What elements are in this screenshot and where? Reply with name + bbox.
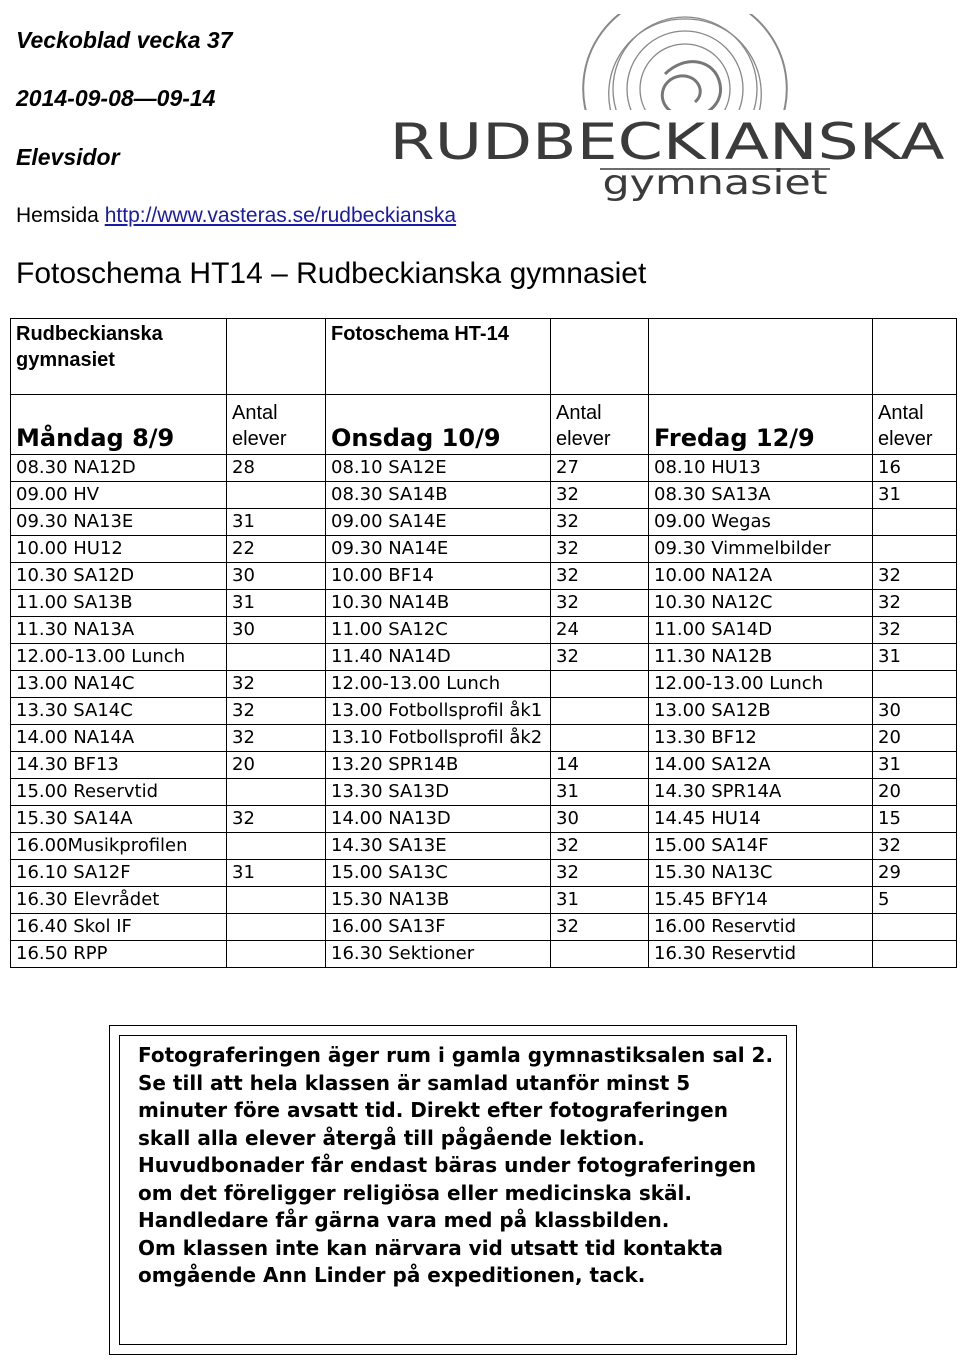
notice-paragraph: Om klassen inte kan närvara vid utsatt tid kontakta omgående Ann Linder på expeditionen, tack. [138, 1235, 723, 1287]
slot-cell: 16.00 SA13F [326, 914, 551, 941]
slot-cell: 11.30 NA13A [11, 617, 227, 644]
slot-cell: 14.00 NA14A [11, 725, 227, 752]
day-header: Fredag 12/9 [649, 395, 873, 455]
count-cell [227, 887, 326, 914]
slot-cell: 09.30 Vimmelbilder [649, 536, 873, 563]
slot-cell: 10.30 NA12C [649, 590, 873, 617]
count-cell: 14 [551, 752, 649, 779]
week-title: Veckoblad vecka 37 [16, 27, 233, 53]
count-cell: 24 [551, 617, 649, 644]
slot-cell: 13.30 SA14C [11, 698, 227, 725]
table-row [11, 752, 957, 779]
week-dates: 2014-09-08—09-14 [16, 85, 216, 111]
count-cell: 31 [227, 860, 326, 887]
slot-cell: 11.30 NA12B [649, 644, 873, 671]
count-cell [227, 941, 326, 968]
count-cell: 32 [227, 725, 326, 752]
slot-cell: 09.30 NA13E [11, 509, 227, 536]
table-row [11, 671, 957, 698]
slot-cell: 10.30 SA12D [11, 563, 227, 590]
section-label: Elevsidor [16, 144, 120, 170]
homepage-label: Hemsida [16, 204, 99, 227]
slot-cell: 14.30 SA13E [326, 833, 551, 860]
count-cell: 32 [227, 806, 326, 833]
slot-cell: 08.30 SA13A [649, 482, 873, 509]
slot-cell: 09.30 NA14E [326, 536, 551, 563]
table-row [11, 455, 957, 482]
table-row [11, 509, 957, 536]
notice-box [109, 1025, 797, 1355]
count-cell: 30 [227, 563, 326, 590]
schedule-name-cell: Fotoschema HT-14 [326, 319, 551, 395]
slot-cell: 13.00 SA12B [649, 698, 873, 725]
school-logo [385, 14, 950, 204]
count-cell: 20 [227, 752, 326, 779]
homepage-line [16, 202, 456, 230]
count-cell [551, 698, 649, 725]
slot-cell: 15.00 SA14F [649, 833, 873, 860]
table-row [11, 725, 957, 752]
day-header-row [11, 395, 957, 455]
count-cell: 31 [873, 752, 957, 779]
slot-cell: 16.30 Reservtid [649, 941, 873, 968]
slot-cell: 12.00-13.00 Lunch [649, 671, 873, 698]
table-row [11, 536, 957, 563]
count-cell [873, 509, 957, 536]
logo-subtitle: gymnasiet [602, 163, 828, 203]
count-cell: 5 [873, 887, 957, 914]
count-header: Antal elever [551, 395, 649, 455]
notice-paragraph: Handledare får gärna vara med på klassbilden. [138, 1208, 670, 1232]
count-cell: 32 [873, 563, 957, 590]
slot-cell: 09.00 HV [11, 482, 227, 509]
slot-cell: 15.30 SA14A [11, 806, 227, 833]
count-cell [873, 914, 957, 941]
count-cell: 16 [873, 455, 957, 482]
slot-cell: 15.30 NA13B [326, 887, 551, 914]
count-cell: 32 [873, 590, 957, 617]
count-cell: 32 [551, 536, 649, 563]
count-cell: 15 [873, 806, 957, 833]
count-cell [551, 725, 649, 752]
slot-cell: 11.00 SA13B [11, 590, 227, 617]
count-header: Antal elever [227, 395, 326, 455]
slot-cell: 08.10 HU13 [649, 455, 873, 482]
count-cell: 30 [873, 698, 957, 725]
empty-cell [551, 319, 649, 395]
table-row [11, 860, 957, 887]
homepage-link[interactable]: http://www.vasteras.se/rudbeckianska [104, 204, 457, 227]
count-cell [873, 671, 957, 698]
notice-paragraph: Fotograferingen äger rum i gamla gymnastiksalen sal 2. Se till att hela klassen är samlad utanför minst 5 minuter före avsatt tid. Direkt efter fotograferingen skall alla elever återgå till pågående lektion. Huvudbonader får endast bäras under fotograferingen om det föreligger religiösa eller medicinska skäl. [138, 1043, 774, 1205]
count-cell: 31 [227, 590, 326, 617]
count-cell: 32 [551, 509, 649, 536]
table-row [11, 644, 957, 671]
school-name-cell: Rudbeckianska gymnasiet [11, 319, 227, 395]
count-cell [873, 941, 957, 968]
count-cell: 27 [551, 455, 649, 482]
slot-cell: 11.40 NA14D [326, 644, 551, 671]
day-header: Måndag 8/9 [11, 395, 227, 455]
count-cell: 32 [227, 698, 326, 725]
count-cell [551, 941, 649, 968]
count-cell: 31 [873, 644, 957, 671]
count-cell [227, 482, 326, 509]
table-row [11, 887, 957, 914]
table-row [11, 617, 957, 644]
count-cell [227, 833, 326, 860]
slot-cell: 11.00 SA14D [649, 617, 873, 644]
slot-cell: 15.00 Reservtid [11, 779, 227, 806]
count-cell [227, 779, 326, 806]
count-cell: 29 [873, 860, 957, 887]
slot-cell: 13.30 SA13D [326, 779, 551, 806]
slot-cell: 16.40 Skol IF [11, 914, 227, 941]
slot-cell: 13.00 NA14C [11, 671, 227, 698]
slot-cell: 10.00 BF14 [326, 563, 551, 590]
count-cell: 32 [551, 644, 649, 671]
count-cell: 30 [551, 806, 649, 833]
count-cell: 22 [227, 536, 326, 563]
slot-cell: 15.00 SA13C [326, 860, 551, 887]
slot-cell: 13.30 BF12 [649, 725, 873, 752]
count-cell: 31 [551, 779, 649, 806]
slot-cell: 10.00 NA12A [649, 563, 873, 590]
table-row [11, 806, 957, 833]
slot-cell: 13.10 Fotbollsprofil åk2 [326, 725, 551, 752]
count-cell: 32 [551, 914, 649, 941]
empty-cell [649, 319, 873, 395]
count-cell: 32 [551, 833, 649, 860]
count-cell [551, 671, 649, 698]
slot-cell: 16.00 Reservtid [649, 914, 873, 941]
slot-cell: 09.00 SA14E [326, 509, 551, 536]
slot-cell: 13.00 Fotbollsprofil åk1 [326, 698, 551, 725]
count-cell: 31 [551, 887, 649, 914]
table-row [11, 698, 957, 725]
table-row [11, 941, 957, 968]
table-row [11, 833, 957, 860]
slot-cell: 14.30 BF13 [11, 752, 227, 779]
count-cell: 32 [873, 617, 957, 644]
count-cell: 32 [227, 671, 326, 698]
count-cell: 32 [551, 563, 649, 590]
slot-cell: 14.00 NA13D [326, 806, 551, 833]
slot-cell: 11.00 SA12C [326, 617, 551, 644]
slot-cell: 15.45 BFY14 [649, 887, 873, 914]
table-row [11, 482, 957, 509]
slot-cell: 10.30 NA14B [326, 590, 551, 617]
count-cell [227, 914, 326, 941]
count-cell: 28 [227, 455, 326, 482]
day-header: Onsdag 10/9 [326, 395, 551, 455]
slot-cell: 08.30 NA12D [11, 455, 227, 482]
notice-content [119, 1035, 787, 1345]
page-title: Fotoschema HT14 – Rudbeckianska gymnasiet [16, 257, 647, 290]
table-row [11, 779, 957, 806]
count-cell: 32 [873, 833, 957, 860]
empty-cell [227, 319, 326, 395]
slot-cell: 12.00-13.00 Lunch [326, 671, 551, 698]
slot-cell: 13.20 SPR14B [326, 752, 551, 779]
count-cell: 32 [551, 482, 649, 509]
count-cell: 32 [551, 590, 649, 617]
slot-cell: 12.00-13.00 Lunch [11, 644, 227, 671]
table-row [11, 563, 957, 590]
slot-cell: 16.30 Elevrådet [11, 887, 227, 914]
slot-cell: 09.00 Wegas [649, 509, 873, 536]
count-cell: 30 [227, 617, 326, 644]
slot-cell: 16.00Musikprofilen [11, 833, 227, 860]
count-cell: 32 [551, 860, 649, 887]
count-header: Antal elever [873, 395, 957, 455]
slot-cell: 08.30 SA14B [326, 482, 551, 509]
slot-cell: 15.30 NA13C [649, 860, 873, 887]
photo-schedule-table [10, 318, 957, 968]
slot-cell: 16.50 RPP [11, 941, 227, 968]
slot-cell: 10.00 HU12 [11, 536, 227, 563]
count-cell [873, 536, 957, 563]
count-cell: 20 [873, 725, 957, 752]
logo-wordmark: RUDBECKIANSKA [389, 113, 945, 171]
slot-cell: 16.10 SA12F [11, 860, 227, 887]
count-cell: 20 [873, 779, 957, 806]
count-cell: 31 [227, 509, 326, 536]
count-cell: 31 [873, 482, 957, 509]
empty-cell [873, 319, 957, 395]
slot-cell: 08.10 SA12E [326, 455, 551, 482]
table-row [11, 914, 957, 941]
table-top-row [11, 319, 957, 395]
slot-cell: 14.45 HU14 [649, 806, 873, 833]
slot-cell: 14.30 SPR14A [649, 779, 873, 806]
table-row [11, 590, 957, 617]
slot-cell: 16.30 Sektioner [326, 941, 551, 968]
slot-cell: 14.00 SA12A [649, 752, 873, 779]
count-cell [227, 644, 326, 671]
